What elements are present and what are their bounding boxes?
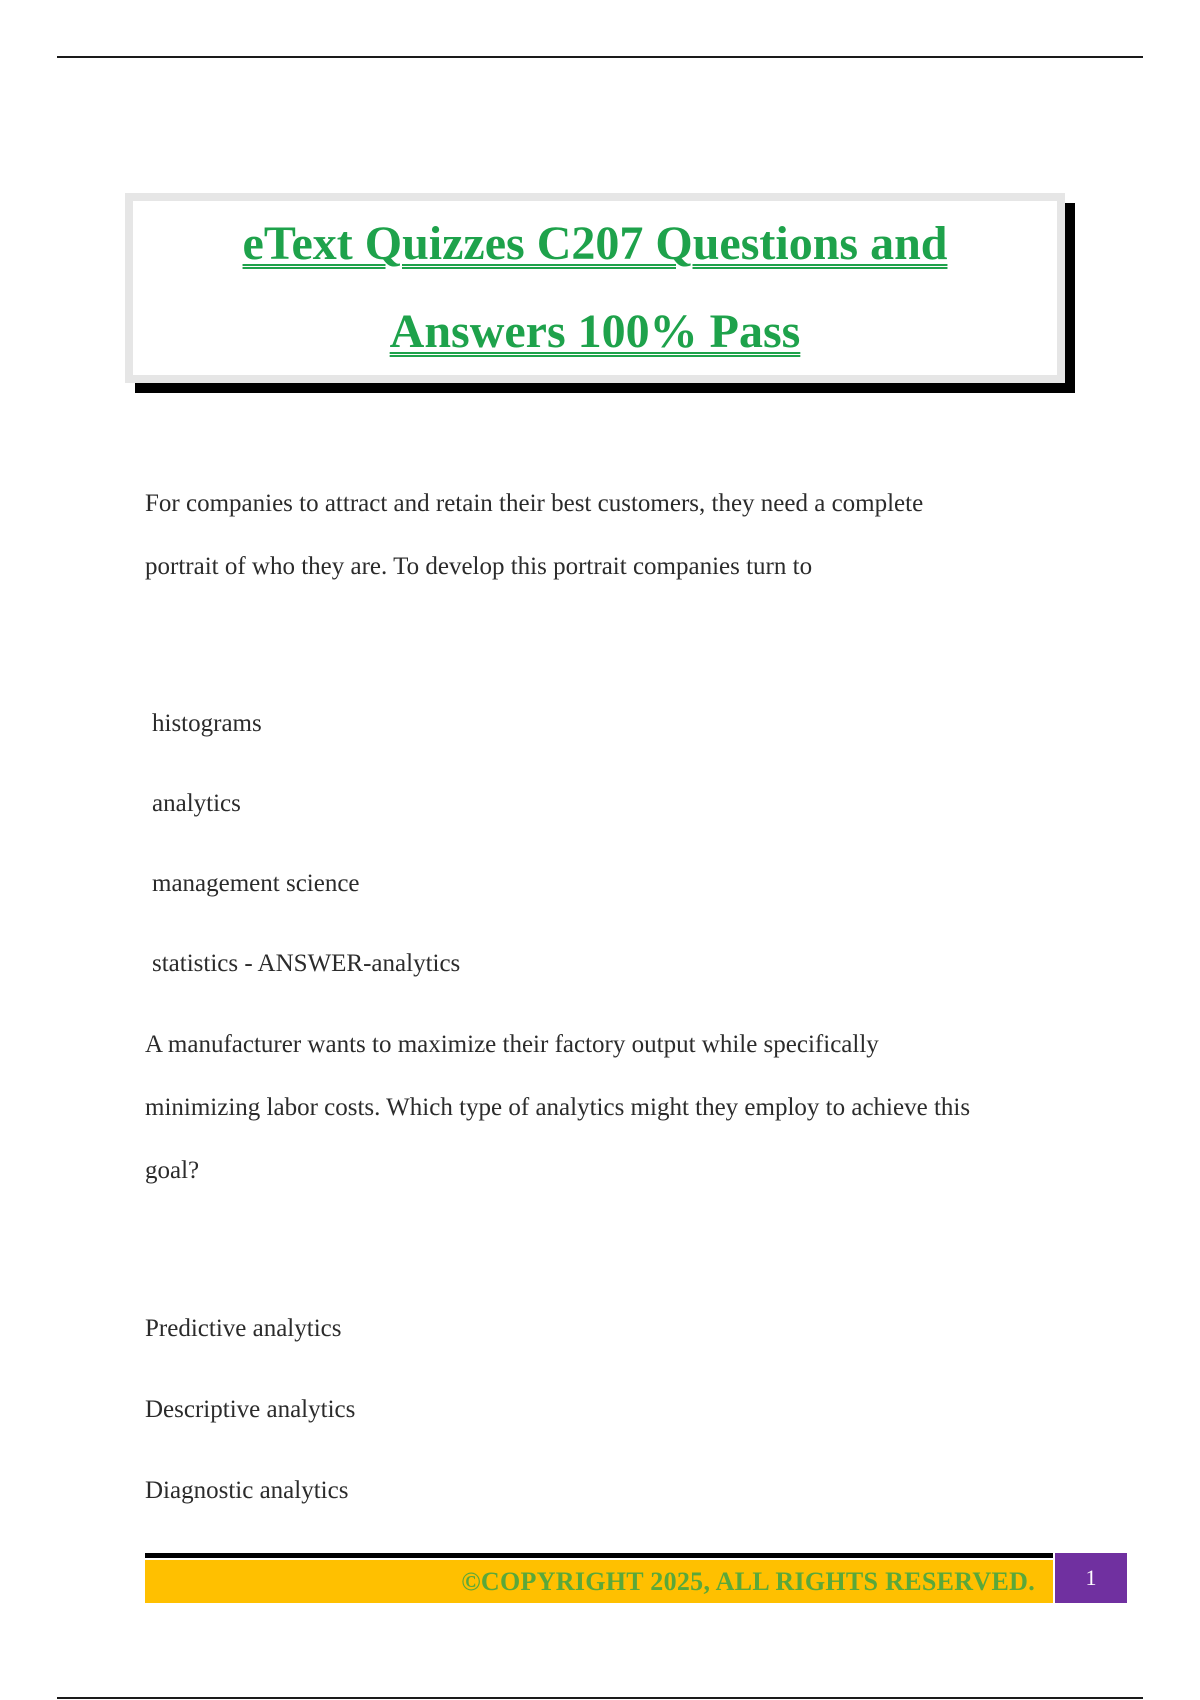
document-title-line-1: eText Quizzes C207 Questions and xyxy=(242,217,948,270)
question-2-line-3: goal? xyxy=(145,1157,200,1184)
title-box xyxy=(125,193,1065,383)
question-2-line-1: A manufacturer wants to maximize their factory output while specifically xyxy=(145,1031,879,1058)
copyright-text: ©COPYRIGHT 2025, ALL RIGHTS RESERVED. xyxy=(461,1566,1035,1596)
page-number: 1 xyxy=(1085,1565,1097,1590)
footer-rule xyxy=(145,1553,1053,1558)
document-title-line-2: Answers 100% Pass xyxy=(389,305,801,358)
footer-bar xyxy=(145,1553,1053,1603)
top-rule xyxy=(57,56,1143,58)
question-2-line-2: minimizing labor costs. Which type of analytics might they employ to achieve this xyxy=(145,1094,971,1121)
question-1-option: management science xyxy=(152,870,360,897)
question-1-option: histograms xyxy=(152,710,262,737)
bottom-rule xyxy=(57,1697,1143,1699)
footer-copyright-band xyxy=(145,1560,1053,1603)
question-1-option-answer: statistics - ANSWER-analytics xyxy=(152,950,461,977)
question-1-line-1: For companies to attract and retain their best customers, they need a complete xyxy=(145,490,924,517)
question-1-line-2: portrait of who they are. To develop this portrait companies turn to xyxy=(145,553,813,580)
question-2-option: Predictive analytics xyxy=(145,1315,342,1342)
question-1-option: analytics xyxy=(152,790,241,817)
question-2-option: Descriptive analytics xyxy=(145,1396,356,1423)
question-2-option: Diagnostic analytics xyxy=(145,1477,349,1504)
page-number-badge xyxy=(1055,1553,1127,1603)
